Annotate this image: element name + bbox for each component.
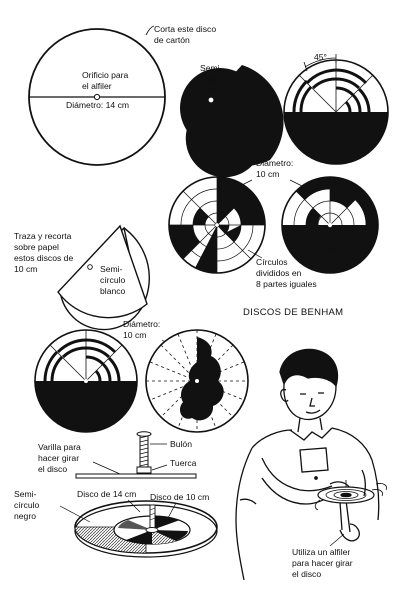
label-utiliza-2: para hacer girar xyxy=(292,558,353,568)
label-traza-3: estos discos de xyxy=(14,253,74,263)
label-semicirculo-negro-1: Semi- xyxy=(200,63,223,73)
label-diametro-14: Diámetro: 14 cm xyxy=(66,100,130,110)
label-varilla-2: hacer girar xyxy=(38,453,80,463)
label-tuerca: Tuerca xyxy=(170,458,197,468)
label-diametro-10-top-2: 10 cm xyxy=(256,169,280,179)
label-bulon: Bulón xyxy=(170,439,192,449)
benham-disc-sectors-right xyxy=(282,177,378,273)
label-diametro-10-mid-1: Diámetro: xyxy=(123,319,161,329)
label-diametro-10-top-1: Diámetro: xyxy=(256,158,294,168)
benham-disc-sectors-left xyxy=(169,177,265,273)
label-semicirculo-blanco-1: Semi- xyxy=(100,264,123,274)
label-semicirculo-negro-3: negro xyxy=(196,85,218,95)
label-varilla-3: el disco xyxy=(38,464,68,474)
label-corta-1: Corta este disco xyxy=(154,24,217,34)
label-circulos-3: 8 partes iguales xyxy=(256,279,317,289)
label-circulos-2: divididos en xyxy=(256,268,302,278)
label-diametro-10-mid-2: 10 cm xyxy=(123,330,147,340)
label-disco-10: Disco de 10 cm xyxy=(150,492,210,502)
label-traza-1: Traza y recorta xyxy=(14,231,72,241)
label-semicirculo-negro-b3: negro xyxy=(14,511,36,521)
label-traza-4: 10 cm xyxy=(14,264,38,274)
label-semicirculo-blanco-3: blanco xyxy=(100,286,126,296)
label-utiliza-3: el disco xyxy=(292,569,322,579)
label-disco-14: Disco de 14 cm xyxy=(77,489,137,499)
label-orificio-1: Orificio para xyxy=(82,70,129,80)
diagram-title: DISCOS DE BENHAM xyxy=(243,307,344,318)
label-utiliza-1: Utiliza un alfiler xyxy=(292,547,351,557)
label-traza-2: sobre papel xyxy=(14,242,59,252)
benham-disc-arcs-top xyxy=(284,54,388,164)
label-orificio-2: el alfiler xyxy=(82,81,112,91)
label-semicirculo-negro-2: círculo xyxy=(196,74,222,84)
man-spinning-disc xyxy=(236,349,387,580)
label-angle-45: 45° xyxy=(314,52,327,62)
label-semicirculo-blanco-2: círculo xyxy=(100,275,126,285)
label-semicirculo-negro-b2: círculo xyxy=(14,500,40,510)
benham-disc-arcs-bottom xyxy=(35,330,137,432)
label-varilla-1: Varilla para xyxy=(38,442,81,452)
label-corta-2: de cartón xyxy=(154,35,190,45)
disc-with-black-semicircle xyxy=(146,330,248,432)
cardboard-disc xyxy=(29,26,165,165)
label-semicirculo-negro-b1: Semi- xyxy=(14,489,37,499)
label-circulos-1: Círculos xyxy=(256,257,288,267)
